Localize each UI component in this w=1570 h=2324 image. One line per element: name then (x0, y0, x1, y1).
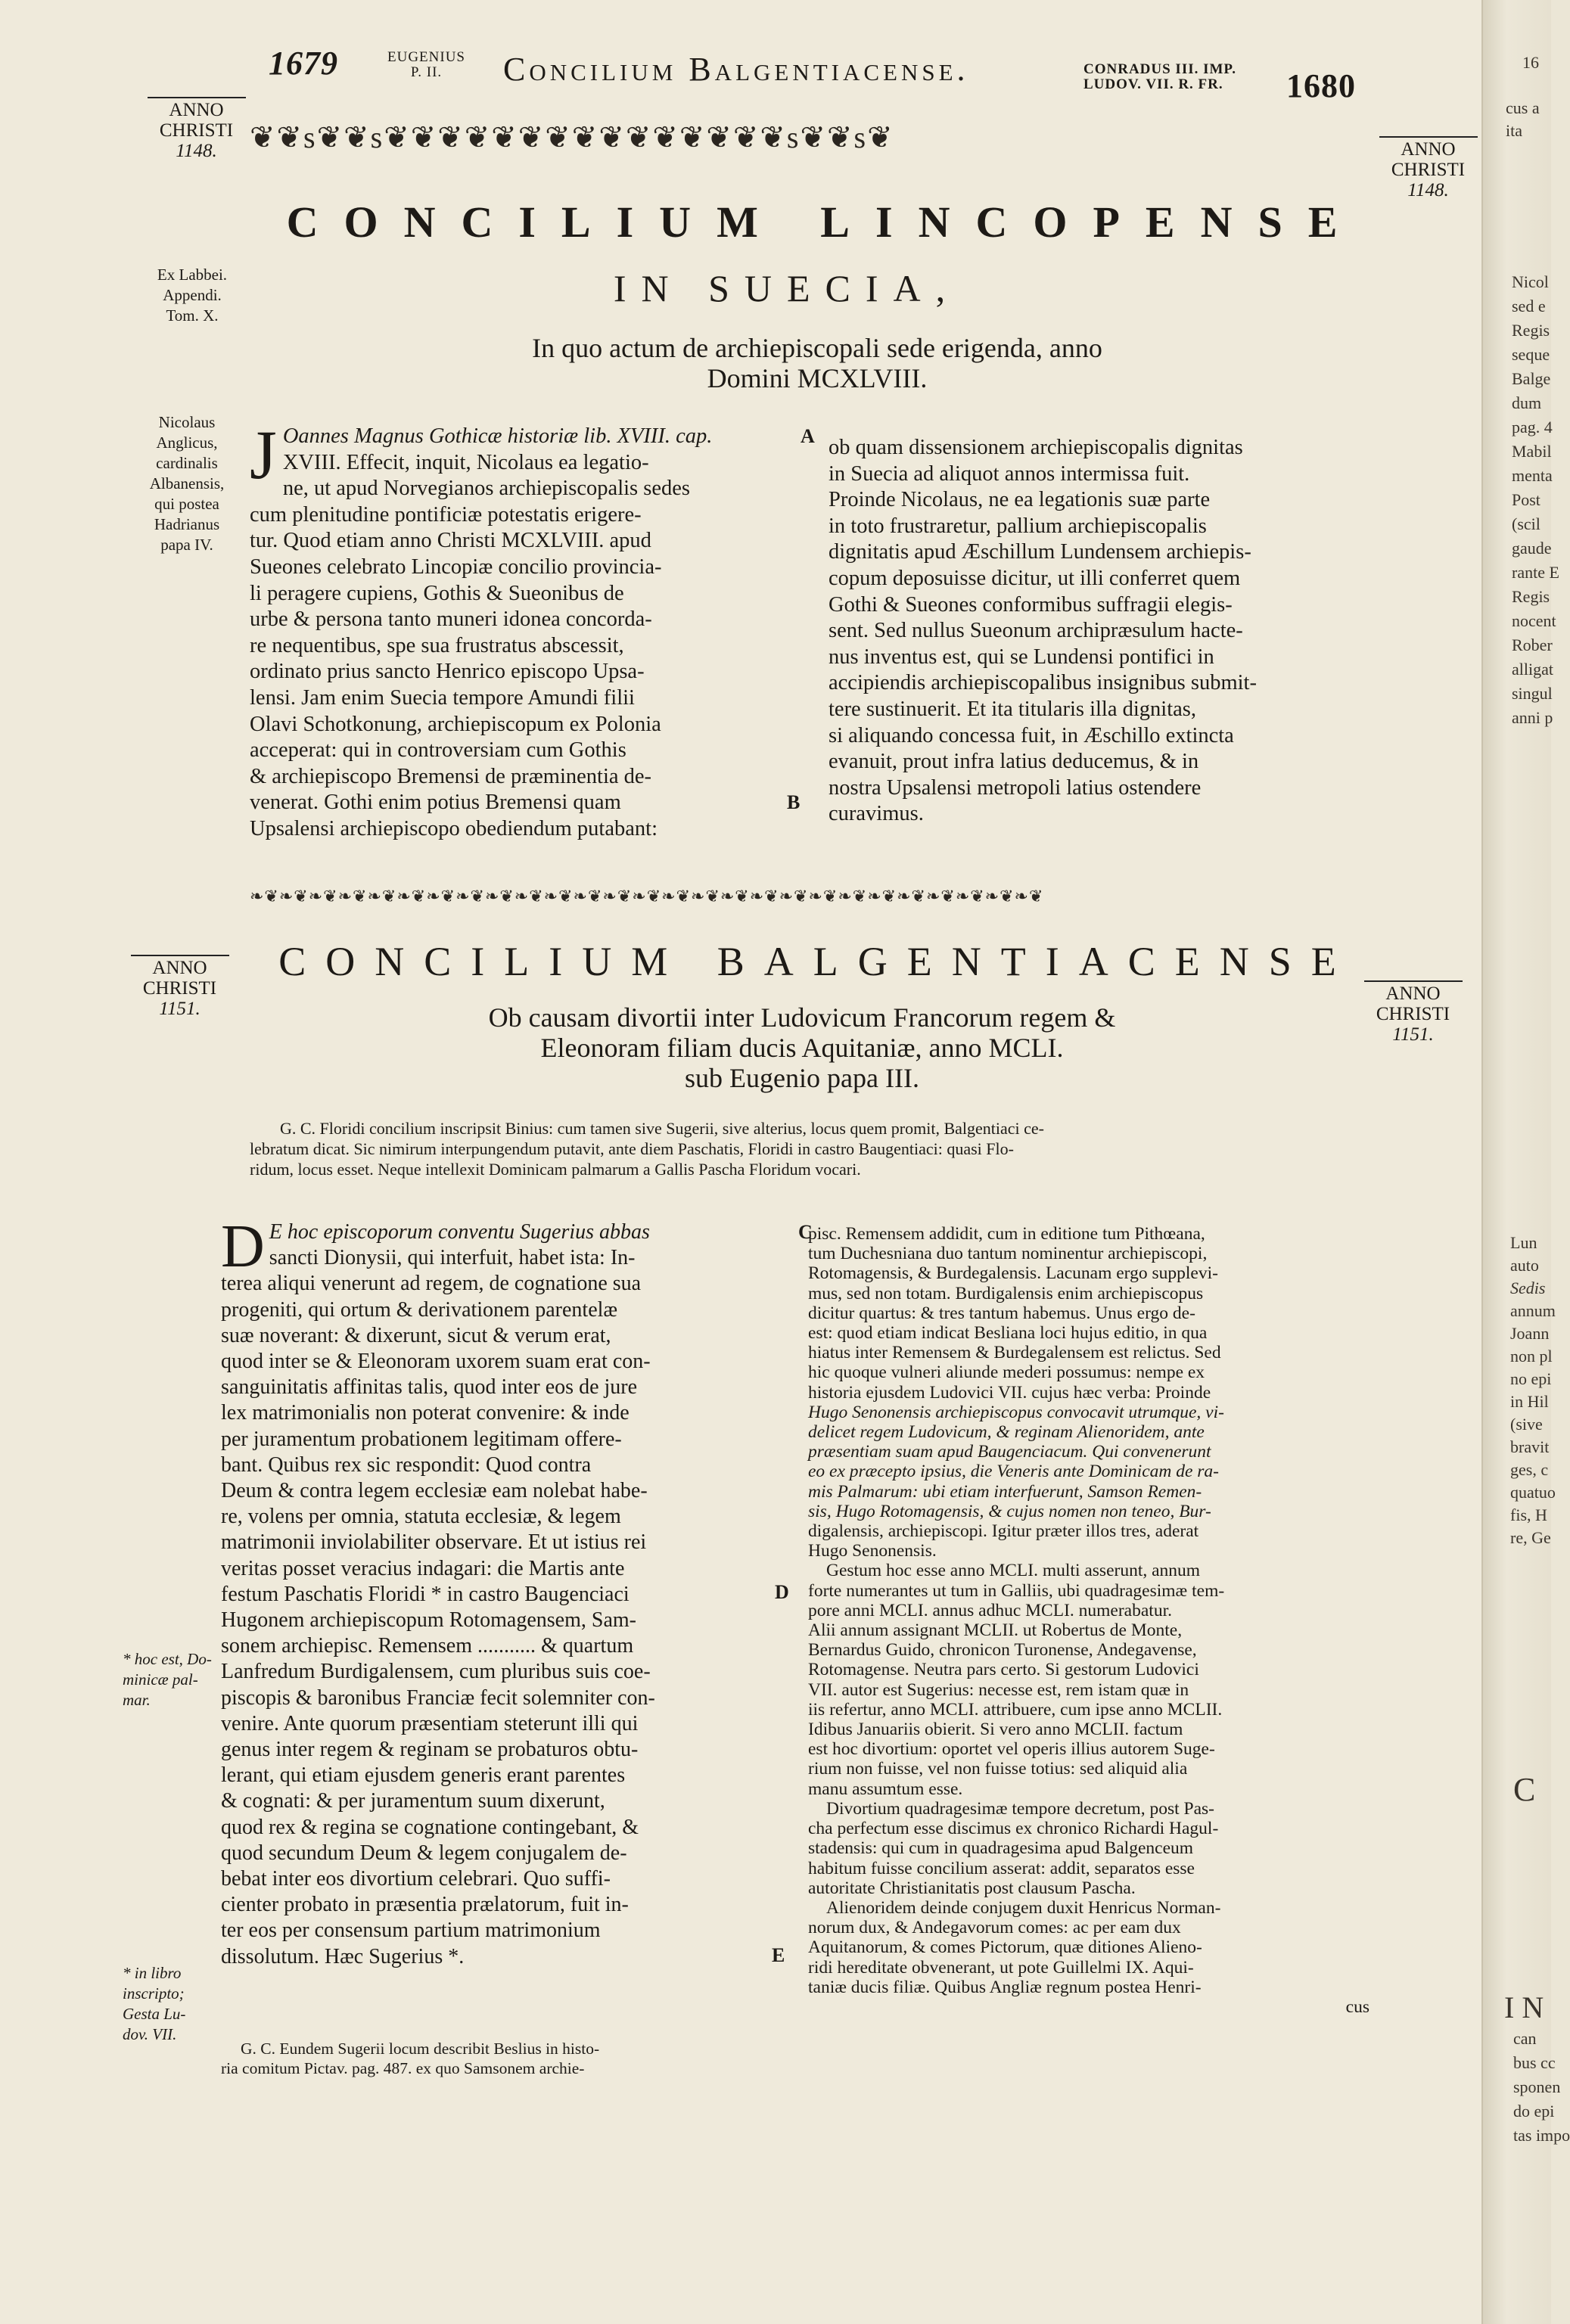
council1-subtitle-line1: In quo actum de archiepiscopali sede erigenda, anno (532, 333, 1102, 363)
text-line: Hugo Senonensis. (808, 1541, 937, 1561)
text-line: hic quoque vulneri aliunde mederi possumus: nempe ex (808, 1362, 1205, 1383)
text-line: cum plenitudine pontificiæ potestatis erigere- (250, 502, 642, 527)
text-line: copum deposuisse dicitur, ut illi conferret quem (829, 566, 1241, 590)
edge-fragment: Joann (1510, 1324, 1550, 1343)
text-line: taniæ ducis filiæ. Quibus Angliæ regnum postea Henri- (808, 1977, 1202, 1997)
council1-column-left (250, 416, 779, 843)
council2-subtitle-line1: Ob causam divortii inter Ludovicum Francorum regem & (488, 1002, 1116, 1033)
running-head-right-note (1083, 62, 1236, 92)
edge-fragment: 16 (1522, 53, 1539, 72)
council2-intro-note (250, 1118, 1369, 1179)
margin-year-label: ANNO (169, 100, 224, 120)
running-head-left-note-1: EUGENIUS (387, 49, 465, 65)
council2-subtitle-line3: sub Eugenio papa III. (685, 1063, 919, 1093)
edge-fragment: Regis (1512, 587, 1550, 606)
middle-ornament-band: ❧❦❧❦❧❦❧❦❧❦❧❦❧❦❧❦❧❦❧❦❧❦❧❦❧❦❧❦❧❦❧❦❧❦❧❦❧❦❧❦❧❦❧❦❧❦❧❦❧❦❧❦❧❦ (250, 887, 1044, 906)
text-line: sanguinitatis affinitas talis, quod inter eos de jure (221, 1375, 638, 1400)
page-number-right: 1680 (1286, 67, 1356, 104)
section-letter-b: B (787, 791, 801, 813)
text-line: Gestum hoc esse anno MCLI. multi asserunt, annum (826, 1561, 1201, 1581)
edge-fragment: Lun (1510, 1233, 1537, 1252)
margin-year-label: ANNO (152, 958, 207, 978)
text-line: Idibus Januariis obierit. Si vero anno MCLII. factum (808, 1720, 1183, 1740)
text-line: cus (1345, 1996, 1369, 2017)
edge-fragment: no epi (1510, 1369, 1552, 1388)
text-line: venerat. Gothi enim potius Bremensi quam (250, 791, 621, 815)
side-note-line: mar. (123, 1691, 151, 1709)
council1-title-line1: CONCILIUM LINCOPENSE (286, 197, 1363, 247)
page-number-left: 1679 (269, 45, 338, 82)
text-line: si aliquando concessa fuit, in Æschillo extincta (829, 723, 1234, 747)
section-letter-c: C (798, 1221, 813, 1243)
text-line: piscopis & baronibus Franciæ fecit solemniter con- (221, 1686, 655, 1710)
margin-year-value: 1148. (176, 141, 217, 161)
edge-fragment: dum (1512, 393, 1542, 412)
edge-fragment: re, Ge (1510, 1528, 1551, 1547)
margin-year-mid-right (1362, 980, 1464, 1045)
text-line: evanuit, prout infra latius deducemus, & in (829, 750, 1199, 774)
text-line: Hugo Senonensis archiepiscopus convocavit utrumque, vi- (808, 1402, 1224, 1422)
edge-fragment: (scil (1512, 514, 1540, 533)
council1-subtitle-line2: Domini MCXLVIII. (707, 363, 928, 393)
edge-fragment: annum (1510, 1301, 1556, 1320)
text-line: dignitatis apud Æschillum Lundensem archiepis- (829, 540, 1251, 564)
text-line: urbe & persona tanto muneri idonea concorda- (250, 607, 652, 632)
edge-fragment: rante E (1512, 563, 1559, 582)
text-line: & cognati: & per juramentum suum dixerunt, (221, 1789, 605, 1813)
edge-fragment: Nicol (1512, 272, 1549, 291)
text-line: lensi. Jam enim Suecia tempore Amundi filii (250, 685, 635, 710)
edge-fragment: Regis (1512, 321, 1550, 340)
text-line: mus, sed non totam. Burdigalensis enim archiepiscopus (808, 1283, 1204, 1303)
text-line: Deum & contra legem ecclesiæ eam nolebat habe- (221, 1479, 648, 1503)
text-line: quod inter se & Eleonoram uxorem suam erat con- (221, 1350, 651, 1374)
side-note-line: papa IV. (160, 536, 213, 554)
running-head-right-note-1: CONRADUS III. IMP. (1083, 61, 1237, 77)
side-note-line: Hadrianus (154, 515, 220, 533)
margin-year-label: ANNO (1385, 983, 1441, 1004)
text-line: progeniti, qui ortum & derivationem parentelæ (221, 1297, 618, 1322)
text-line: stadensis: qui cum in quadragesima apud Balgenceum (808, 1838, 1194, 1859)
text-line: rium non fuisse, vel non fuisse totius: sed aliquid alia (808, 1759, 1188, 1779)
edge-fragment: quatuo (1510, 1483, 1556, 1502)
text-line: acceperat: qui in controversiam cum Gothis (250, 738, 626, 763)
edge-fragment: Balge (1512, 369, 1551, 388)
section-letter-a: A (801, 425, 815, 447)
text-line: cha perfectum esse discimus ex chronico Richardi Hagul- (808, 1819, 1219, 1839)
edge-fragment: ita (1506, 121, 1522, 140)
edge-fragment: gaude (1512, 539, 1552, 558)
drop-cap-j: J (250, 416, 277, 493)
section-letter-e: E (772, 1944, 785, 1966)
text-line: ter eos per consensum partium matrimonium (221, 1919, 601, 1943)
text-line: VII. autor est Sugerius: necesse est, rem istam quæ in (808, 1679, 1189, 1700)
text-line: sonem archiepisc. Remensem ........... & quartum (221, 1634, 634, 1658)
margin-year-top-right (1377, 136, 1479, 200)
side-note-palmarum (123, 1649, 219, 1710)
text-line: forte numerantes ut tum in Galliis, ubi quadragesimæ tem- (808, 1580, 1225, 1601)
edge-fragment: Mabil (1512, 442, 1552, 461)
text-line: præsentiam suam apud Baugenciacum. Qui convenerunt (808, 1442, 1211, 1462)
text-line: habitum fuisse concilium asserat: addit, separatos esse (808, 1858, 1195, 1878)
council2-subtitle-line2: Eleonoram filiam ducis Aquitaniæ, anno MCLI. (540, 1033, 1064, 1063)
running-head-title: Concilium Balgentiacense. (503, 51, 969, 88)
edge-fragment: bus cc (1513, 2053, 1556, 2072)
text-line: Hugonem archiepiscopum Rotomagensem, Sam- (221, 1608, 636, 1633)
text-line: matrimonii inviolabiliter observare. Et ut istius rei (221, 1530, 647, 1555)
edge-fragment: cus a (1506, 98, 1540, 117)
text-line: historia ejusdem Ludovici VII. cujus hæc verba: Proinde (808, 1382, 1211, 1403)
edge-fragment: bravit (1510, 1437, 1550, 1456)
edge-fragment: singul (1512, 684, 1553, 703)
text-line: mis Palmarum: ubi etiam interfuerunt, Samson Remen- (808, 1481, 1202, 1502)
text-line: dicitur quartus: & tres tantum habemus. Unus ergo de- (808, 1303, 1195, 1323)
section-letter-d: D (775, 1581, 789, 1603)
text-line: genus inter regem & reginam se probaturos obtu- (221, 1738, 639, 1762)
margin-year-top-left (145, 97, 247, 161)
margin-year-value: 1151. (159, 999, 201, 1019)
top-ornament-band: ❦❦s❦❦s❦❦❦❦❦❦❦❦❦❦❦❦❦❦❦s❦❦s❦ (250, 120, 894, 154)
edge-fragment: fis, H (1510, 1505, 1547, 1524)
margin-year-label: ANNO (1401, 139, 1456, 160)
text-line: pore anni MCLI. annus adhuc MCLI. numerabatur. (808, 1600, 1172, 1620)
side-note-line: * hoc est, Do- (123, 1650, 212, 1668)
text-line: nostra Upsalensi metropoli latius ostendere (829, 775, 1202, 800)
edge-fragment: auto (1510, 1256, 1539, 1275)
text-line: tere sustinuerit. Et ita titularis illa dignitas, (829, 697, 1196, 721)
text-line: eo ex præcepto ipsius, die Veneris ante Dominicam de ra- (808, 1462, 1220, 1482)
margin-year-value: 1151. (1392, 1024, 1434, 1045)
intro-line: G. C. Floridi concilium inscripsit Binius: cum tamen sive Sugerii, sive alterius, locus quem promit, Balgentiaci ce- (280, 1119, 1045, 1138)
text-line: hiatus inter Remensem & Burdegalensem est relictus. Sed (808, 1343, 1221, 1363)
council2-column-right (808, 1224, 1369, 2017)
text-line: sis, Hugo Rotomagensis, & cujus nomen non teneo, Bur- (808, 1501, 1211, 1521)
text-line: sent. Sed nullus Sueonum archipræsulum hacte- (829, 619, 1243, 643)
side-note-line: inscripto; (123, 1984, 185, 2002)
text-line: ob quam dissensionem archiepiscopalis dignitas (829, 436, 1243, 459)
council2-subtitle (378, 1002, 1226, 1093)
edge-fragment: Sedis (1510, 1279, 1546, 1297)
text-line: E hoc episcoporum conventu Sugerius abbas (269, 1220, 650, 1244)
source-note-line: Tom. X. (166, 306, 219, 325)
text-line: tum Duchesniana duo tantum nominentur archiepiscopi, (808, 1244, 1208, 1264)
text-line: XVIII. Effecit, inquit, Nicolaus ea legatio- (282, 450, 649, 474)
edge-fragment: menta (1512, 466, 1553, 485)
text-line: dissolutum. Hæc Sugerius *. (221, 1944, 465, 1968)
edge-fragment: seque (1512, 345, 1550, 364)
text-line: Divortium quadragesimæ tempore decretum, post Pas- (826, 1798, 1214, 1819)
side-note-line: qui postea (154, 495, 219, 513)
edge-fragment: nocent (1512, 611, 1556, 630)
drop-cap-d: D (221, 1213, 265, 1280)
text-line: nus inventus est, qui se Lundensi pontifici in (829, 645, 1214, 669)
running-head-left-note-2: P. II. (410, 64, 443, 80)
text-line: ne, ut apud Norvegianos archiepiscopalis sedes (282, 477, 690, 501)
text-line: digalensis, archiepiscopi. Igitur præter illos tres, aderat (808, 1521, 1199, 1542)
edge-fragment: pag. 4 (1512, 418, 1553, 437)
text-line: delicet regem Ludovicum, & reginam Alienoridem, ante (808, 1422, 1205, 1443)
side-note-line: Gesta Lu- (123, 2005, 186, 2023)
council1-title-line2: IN SUECIA, (613, 267, 961, 309)
footnote-line: G. C. Eundem Sugerii locum describit Beslius in histo- (241, 2040, 600, 2058)
text-line: iis refertur, anno MCLI. attribuere, cum ipse anno MCLII. (808, 1699, 1223, 1720)
text-line: bant. Quibus rex sic respondit: Quod contra (221, 1452, 592, 1477)
side-note-line: dov. VII. (123, 2025, 177, 2043)
running-head-right-note-2: LUDOV. VII. R. FR. (1083, 76, 1223, 92)
margin-year-value: 1148. (1407, 180, 1449, 200)
text-line: venire. Ante quorum præsentiam steterunt illi qui (221, 1711, 639, 1735)
edge-fragment: tas impo (1513, 2126, 1570, 2145)
edge-fragment: Rober (1512, 635, 1553, 654)
side-note-gesta (123, 1963, 219, 2045)
side-note-line: Anglicus, (156, 433, 218, 452)
text-line: Alii annum assignant MCLII. ut Robertus de Monte, (808, 1620, 1183, 1641)
next-page-edge (1481, 0, 1570, 2324)
edge-fragment: can (1513, 2029, 1537, 2048)
text-line: re nequentibus, spe sua frustratus abscessit, (250, 633, 624, 657)
edge-fragment: sed e (1512, 297, 1546, 315)
edge-fragment: (sive (1510, 1415, 1543, 1434)
text-line: ordinato prius sancto Henrico episcopo Upsa- (250, 660, 645, 684)
margin-year-label: CHRISTI (1376, 1004, 1450, 1024)
text-line: li peragere cupiens, Gothis & Sueonibus de (250, 581, 624, 605)
side-note-line: Nicolaus (158, 413, 216, 431)
edge-fragment: non pl (1510, 1347, 1553, 1366)
text-line: Sueones celebrato Lincopiæ concilio provincia- (250, 555, 662, 579)
text-line: Proinde Nicolaus, ne ea legationis suæ parte (829, 488, 1211, 512)
edge-fragment: alligat (1512, 660, 1553, 679)
side-note-line: Albanensis, (149, 474, 225, 492)
text-line: in Suecia ad aliquot annos intermissa fuit. (829, 461, 1190, 486)
source-note-line: Appendi. (163, 286, 222, 304)
text-line: re, volens per omnia, statuta ecclesiæ, & legem (221, 1505, 621, 1529)
council2-left-footnote (221, 2039, 764, 2078)
council1-column-right (829, 435, 1373, 828)
text-line: pisc. Remensem addidit, cum in editione tum Pithœana, (808, 1224, 1205, 1244)
text-line: lex matrimonialis non poterat convenire: & inde (221, 1401, 630, 1425)
footnote-line: ria comitum Pictav. pag. 487. ex quo Samsonem archie- (221, 2059, 585, 2077)
edge-fragment: in Hil (1510, 1392, 1549, 1411)
edge-fragment: sponen (1513, 2077, 1561, 2096)
margin-year-mid-left (129, 955, 231, 1019)
text-line: Olavi Schotkonung, archiepiscopum ex Polonia (250, 712, 661, 736)
text-line: autoritate Christianitatis post clausum Pascha. (808, 1878, 1136, 1898)
margin-year-label: CHRISTI (1391, 160, 1466, 180)
text-line: norum dux, & Andegavorum comes: ac per eam dux (808, 1918, 1181, 1938)
edge-fragment: anni p (1512, 708, 1553, 727)
text-line: Lanfredum Burdigalensem, cum pluribus suis coe- (221, 1660, 651, 1684)
side-note-nicolaus (130, 412, 244, 555)
text-line: Bernardus Guido, chronicon Turonense, Andegavense, (808, 1640, 1197, 1661)
running-head-left-note (387, 50, 465, 80)
edge-fragment: ges, c (1510, 1460, 1549, 1479)
text-line: Upsalensi archiepiscopo obediendum putabant: (250, 816, 658, 840)
margin-year-label: CHRISTI (142, 978, 217, 999)
text-line: est: quod etiam indicat Besliana loci hujus editio, in qua (808, 1323, 1208, 1344)
text-line: ridi hereditate obvenerant, ut pote Guillelmi IX. Aqui- (808, 1957, 1194, 1978)
text-line: festum Paschatis Floridi * in castro Baugenciaci (221, 1582, 630, 1606)
text-line: manu assumtum esse. (808, 1779, 963, 1799)
intro-line: ridum, locus esset. Neque intellexit Dominicam palmarum a Gallis Pascha Floridum vocari. (250, 1160, 861, 1179)
text-line: quod secundum Deum & legem conjugalem de- (221, 1841, 627, 1865)
text-line: Rotomagensis, & Burdegalensis. Lacunam ergo supplevi- (808, 1263, 1218, 1284)
text-line: est hoc divortium: oportet vel operis illius autorem Suge- (808, 1739, 1215, 1760)
margin-year-label: CHRISTI (159, 120, 234, 141)
text-line: quod rex & regina se cognatione contingebant, & (221, 1815, 639, 1839)
text-line: & archiepiscopo Bremensi de præminentia de- (250, 764, 652, 788)
edge-fragment: C (1513, 1771, 1536, 1808)
council1-subtitle (318, 333, 1317, 393)
source-note (139, 265, 245, 326)
text-line: bebat inter eos divortium celebrari. Quo suffi- (221, 1867, 611, 1891)
text-line: curavimus. (829, 802, 924, 826)
intro-line: lebratum dicat. Sic nimirum interpungendum putavit, ante diem Paschatis, Floridi in castro Baugentiaci: quasi Flo- (250, 1139, 1014, 1158)
text-line: cienter probato in præsentia prælatorum, fuit in- (221, 1893, 629, 1917)
side-note-line: cardinalis (156, 454, 218, 472)
text-line: Rotomagense. Neutra pars certo. Si gestorum Ludovici (808, 1660, 1199, 1680)
text-line: Aquitanorum, & comes Pictorum, quæ ditiones Alieno- (808, 1937, 1202, 1958)
text-line: veritas posset veracius indagari: die Martis ante (221, 1556, 625, 1580)
council2-title: CONCILIUM BALGENTIACENSE (278, 939, 1356, 984)
council2-column-left (221, 1213, 764, 1970)
edge-fragment: do epi (1513, 2102, 1555, 2120)
text-line: suæ noverant: & dixerunt, sicut & verum erat, (221, 1323, 611, 1347)
text-line: accipiendis archiepiscopalibus insignibus submit- (829, 671, 1257, 695)
text-line: lerant, qui etiam ejusdem generis erant parentes (221, 1763, 626, 1788)
text-line: in toto frustraretur, pallium archiepiscopalis (829, 514, 1207, 538)
text-line: terea aliqui venerunt ad regem, de cognatione sua (221, 1272, 642, 1296)
edge-fragment: Post (1512, 490, 1540, 509)
side-note-line: * in libro (123, 1964, 182, 1982)
side-note-line: minicæ pal- (123, 1670, 198, 1689)
text-line: Alienoridem deinde conjugem duxit Henricus Norman- (826, 1897, 1221, 1918)
text-line: sancti Dionysii, qui interfuit, habet ista: In- (269, 1246, 636, 1270)
text-line: Gothi & Sueones conformibus suffragii elegis- (829, 592, 1233, 617)
text-line: tur. Quod etiam anno Christi MCXLVIII. apud (250, 529, 651, 553)
text-line: Oannes Magnus Gothicæ historiæ lib. XVIII. cap. (282, 424, 713, 448)
text-line: per juramentum probationem legitimam offere- (221, 1427, 622, 1451)
edge-fragment: I N (1504, 1990, 1544, 2024)
source-note-line: Ex Labbei. (157, 266, 228, 284)
